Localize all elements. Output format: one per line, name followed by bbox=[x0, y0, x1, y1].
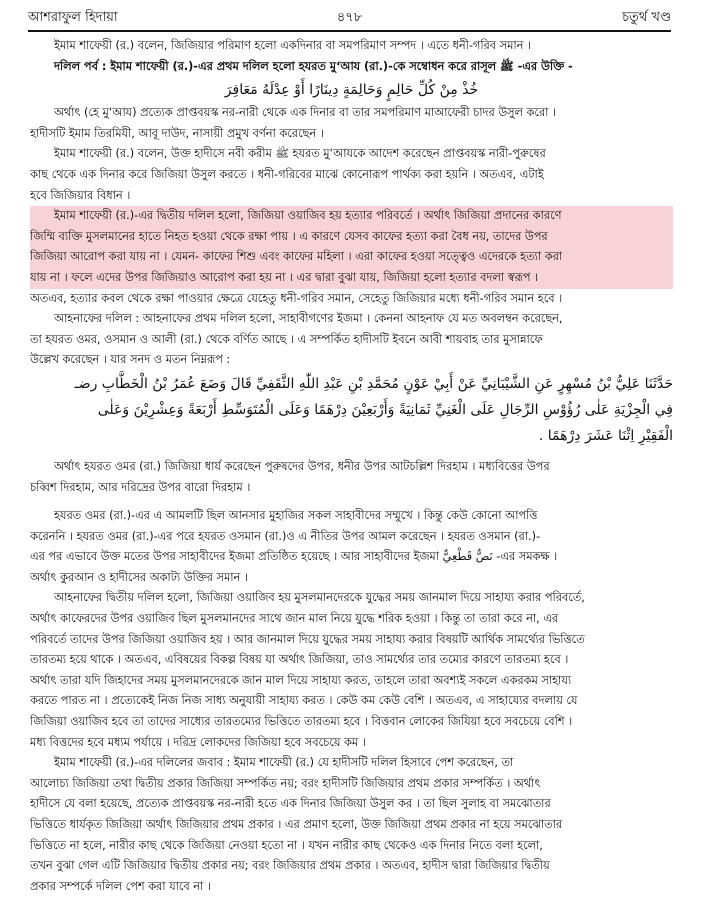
body-text bbox=[30, 36, 673, 897]
text-line: অর্থাৎ কাফেরদের উপর ওয়াজিব ছিল মুসলমানদের সাথে জান মাল নিয়ে যুদ্ধে শরিক হওয়া । কিন্তু তা তারা করে না, এর bbox=[30, 612, 559, 626]
book-title: আশরাফুল হিদায়া bbox=[28, 10, 118, 25]
text-line: হাদীসটি ইমাম তিরমিযী, আবূ দাউদ, নাসায়ী প্রমুখ বর্ণনা করেছেন । bbox=[30, 126, 324, 140]
arabic-text-line: حَدَّثَنَا عَلِيُّ بْنُ مُسْهِرٍ عَنِ الشَّيْبَانِيِّ عَنْ أَبِيْ عَوْنٍ مُحَمَّدِ بْنِ عَبْدِ اللّٰهِ الثَّقَفِيِّ قَالَ وَضَعَ عُمَرُ بْنُ الْخَطَّابِ رضـ bbox=[74, 375, 673, 392]
text-line: জিজিয়া আরোপ করা যায় না । যেমন- কাফের শিশু এবং কাফের মহিলা । এরা কাফের হওয়া সত্ত্বেও এদেরকে হত্যা করা bbox=[30, 247, 673, 268]
text-line: ইমাম শাফেয়ী (র.) বলেন, উক্ত হাদীসে নবী করীম ﷺ হযরত মু‘আযকে আদেশ করেছেন প্রাপ্তবয়স্ক নারী-পুরুষের bbox=[54, 147, 546, 161]
text-line: অর্থাৎ (হে মু‘আয) প্রত্যেক প্রাপ্তবয়স্ক নর-নারী থেকে এক দিনার বা তার সমপরিমাণ মাআফেরী চাদর উসুল করো । bbox=[54, 106, 557, 120]
text-line: হযরত ওমর (রা.)-এর এ আমলটি ছিল আনসার মুহাজির সকল সাহাবীদের সম্মুখে । কিন্তু কেউ কোনো আপত্তি bbox=[54, 509, 538, 523]
text-line: কাছ থেকে এক দিনার করে জিজিয়া উসুল করতে । ধনী-গরিবের মাঝে কোনোরূপ পার্থক্য করা হয়নি । অতএব, এটাই bbox=[30, 167, 544, 181]
spacer bbox=[30, 498, 673, 506]
volume-label: চতুর্থ খণ্ড bbox=[622, 10, 671, 25]
text-line: তখন বুঝা গেল এটি জিজিয়ার দ্বিতীয় প্রকার নয়; বরং জিজিয়ার প্রথম প্রকার । অতএব, হাদীস দ্বারা জিজিয়ার দ্বিতীয় bbox=[30, 859, 550, 873]
text-line: অর্থাৎ কুরআন ও হাদীসের অকাট্য উক্তির সমান । bbox=[30, 570, 248, 584]
text-line: মধ্য বিত্তদের হবে মধ্যম পর্যায়ে । দরিদ্র লোকদের জিজিয়া হবে সবচেয়ে কম । bbox=[30, 735, 366, 749]
page-number: ৪৭৮ bbox=[336, 10, 363, 25]
text-line: ইমাম শাফেয়ী (র.)-এর দ্বিতীয় দলিল হলো, জিজিয়া ওয়াজিব হয় হত্যার পরিবর্তে । অর্থাৎ জিজিয়া প্রদানের কারণে bbox=[30, 206, 673, 227]
text-line: তা হযরত ওমর, ওসমান ও আলী (রা.) থেকে বর্ণিত আছে । এ সম্পর্কিত হাদীসটি ইবনে আবী শায়বাহ তার মুসান্নাফে bbox=[30, 332, 543, 346]
text-line: প্রকার সম্পর্কে দলিল পেশ করা যাবে না । bbox=[30, 879, 211, 893]
page-header bbox=[28, 6, 671, 32]
text-line: ইমাম শাফেয়ী (র.) বলেন, জিজিয়ার পরিমাণ হলো একদিনার বা সমপরিমাণ সম্পদ । এতে ধনী-গরিব সমান । bbox=[54, 39, 532, 52]
text-line: ভিত্তিতে ধার্যকৃত জিজিয়া অর্থাৎ জিজিয়ার প্রথম প্রকার । এর প্রমাণ হলো, উক্ত জিজিয়া প্রথম প্রকার না হয়ে সমঝোতার bbox=[30, 818, 563, 831]
text-line: দলিল পর্ব : ইমাম শাফেয়ী (র.)-এর প্রথম দলিল হলো হযরত মু‘আয (রা.)-কে সম্বোধন করে রাসূল ﷺ -এর উক্তি - bbox=[54, 59, 573, 73]
text-line: চব্বিশ দিরহাম, আর দরিদ্রের উপর বারো দিরহাম । bbox=[30, 480, 251, 494]
spacer bbox=[30, 449, 673, 457]
text-line: উল্লেখ করেছেন । যার সনদ ও মতন নিম্নরূপ : bbox=[30, 353, 231, 367]
text-line: তারতম্য হয়ে থাকে । অতএব, এবিষয়ের বিকল্প বিষয় যা অর্থাৎ জিজিয়া, তাও সামর্থ্যের তার তম্যের কারণে তারতম্য হবে । bbox=[30, 653, 569, 667]
text-line: ভিত্তিতে না হলে, নারীর কাছ থেকে জিজিয়া নেওয়া হতো না । যখন নারীর কাছ থেকেও এক দিনার নিতে বলা হলো, bbox=[30, 838, 543, 852]
text-line: করেননি । হযরত ওমর (রা.)-এর পরে হযরত ওসমান (রা.)ও এ নীতির উপর আমল করেছেন । হযরত ওসমান (রা.)- bbox=[30, 529, 541, 543]
text-line: আহনাফের দলিল : আহনাফের প্রথম দলিল হলো, সাহাবীগণের ইজমা । কেননা আহনাফ যে মত অবলম্বন করেছেন, bbox=[54, 312, 563, 326]
text-line: আলোচ্য জিজিয়া তথা দ্বিতীয় প্রকার জিজিয়া সম্পর্কিত নয়; বরং হাদীসটি জিজিয়ার প্রথম প্রকার সম্পর্কিত । অর্থাৎ bbox=[30, 776, 541, 790]
text-line: এর পর এভাবে উক্ত মতের উপর সাহাবীদের ইজমা প্রতিষ্ঠিত হয়েছে । আর সাহাবীদের ইজমা نَصٌّ قَطْعِيٌّ -এর সমকক্ষ । bbox=[30, 550, 558, 564]
text-line: জিজিয়া ওয়াজিব হবে তা তাদের সাধ্যের তারতম্যের ভিত্তিতে তারতম্য হবে । বিত্তবান লোকের জিযিয়া হবে সবচেয়ে বেশি । bbox=[30, 715, 573, 729]
text-line: হাদীসে যে বলা হয়েছে, প্রত্যেক প্রাপ্তবয়স্ক নর-নারী হতে এক দিনার জিজিয়া উসুল কর । তা ছিল সুলাহ বা সমঝোতার bbox=[30, 797, 551, 811]
text-line: অতএব, হত্যার কবল থেকে রক্ষা পাওয়ার ক্ষেত্রে যেহেতু ধনী-গরিব সমান, সেহেতু জিজিয়ার মধ্যে ধনী-গরিব সমান হবে । bbox=[30, 291, 563, 305]
text-line: অর্থাৎ তারা যদি জিহাদের সময় মুসলমানদেরকে জান মাল দিয়ে সাহায্য করত, তাহলে তারা অবশ্যই সকলে একরকম সাহায্য bbox=[30, 673, 572, 687]
arabic-text-line: فِي الْجِزْيَةِ عَلٰى رُؤُوْسِ الرِّجَالِ عَلَى الْغَنِيِّ ثَمَانِيَةً وَأَرْبَعِيْنَ دِرْهَمًا وَعَلَى الْمُتَوَسِّطِ أَرْبَعَةً وَعِشْرِيْنَ وَعَلٰى bbox=[97, 401, 673, 418]
text-line: জিম্মি ব্যক্তি মুসলমানের হাতে নিহত হওয়া থেকে রক্ষা পায় । এ কারণে যেসব কাফের হত্যা করা বৈধ নয়, তাদের উপর bbox=[30, 227, 673, 248]
text-line: হবে জিজিয়ার বিধান । bbox=[30, 188, 131, 202]
arabic-text-line: خُذْ مِنْ كُلِّ حَالِمٍ وَحَالِمَةٍ دِينَارًا أَوْ عِدْلَهُ مَعَافِرَ bbox=[224, 82, 479, 99]
text-line: পরিবর্তে তাদের উপর জিজিয়া ওয়াজিব হয় । আর জানমাল দিয়ে যুদ্ধের সময় সাহায্য করার বিষয়টি আর্থিক সামর্থ্যের ভিত্তিতে bbox=[30, 632, 585, 646]
text-line: যায় না । ফলে এদের উপর জিজিয়াও আরোপ করা হয় না । এর দ্বারা বুঝা যায়, জিজিয়া হলো হত্যার বদলা স্বরূপ । bbox=[30, 268, 673, 289]
text-line: ইমাম শাফেয়ী (র.)-এর দলিলের জবাব : ইমাম শাফেয়ী (র.) যে হাদীসটি দলিল হিসাবে পেশ করেছেন, তা bbox=[54, 756, 514, 770]
text-line: আহনাফের দ্বিতীয় দলিল হলো, জিজিয়া ওয়াজিব হয় মুসলমানদেরকে যুদ্ধের সময় জানমাল দিয়ে সাহায্য করার পরিবর্তে, bbox=[54, 591, 585, 605]
text-line: করতে পারত না । প্রত্যেকেই নিজ নিজ সাধ্য অনুযায়ী সাহায্য করত । কেউ কম কেউ বেশি । অতএব, এ সাহায্যের বদলায় যে bbox=[30, 694, 578, 708]
arabic-text-line: الْفَقِيْرِ اِثْنَا عَشَرَ دِرْهَمًا . bbox=[538, 427, 673, 444]
text-line: অর্থাৎ হযরত ওমর (রা.) জিজিয়া ধার্য করেছেন পুরুষদের উপর, ধনীর উপর আটচল্লিশ দিরহাম । মধ্যবিত্তের উপর bbox=[54, 459, 550, 473]
